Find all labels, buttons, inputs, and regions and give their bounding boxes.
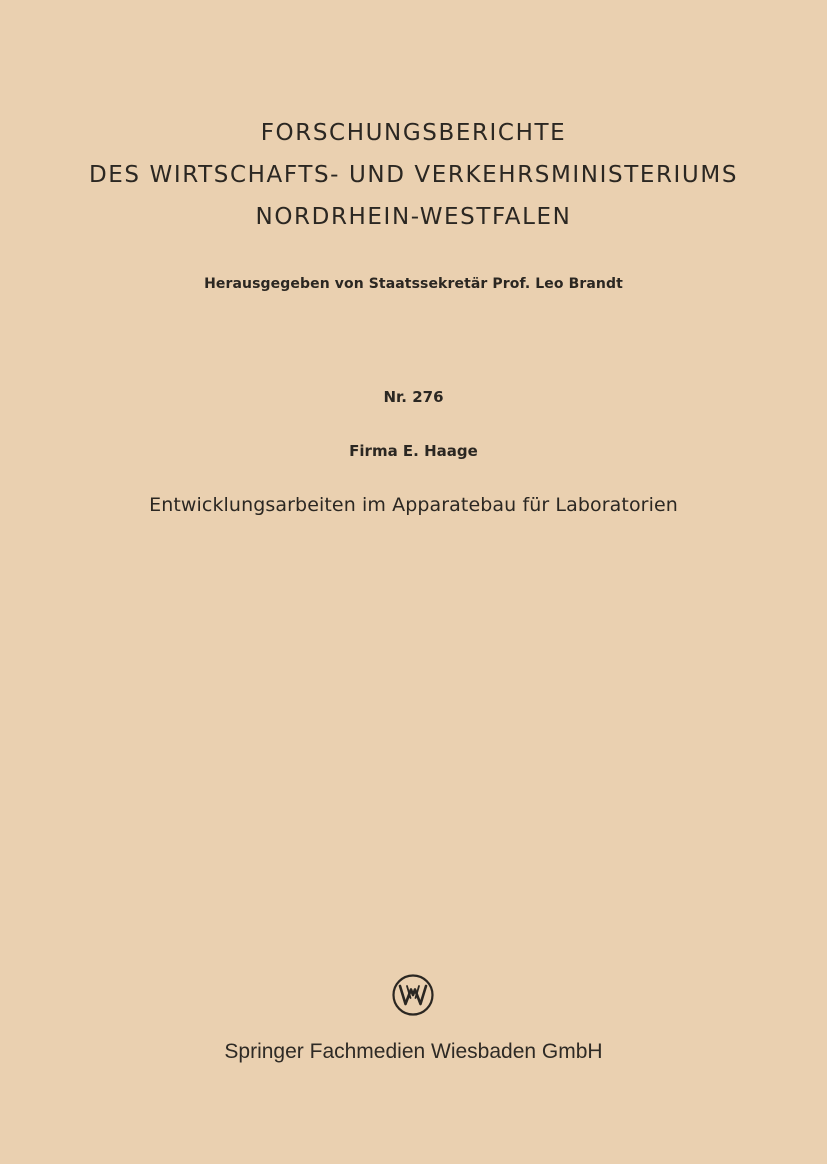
book-title: Entwicklungsarbeiten im Apparatebau für Laboratorien bbox=[149, 494, 678, 516]
series-title-line-2: DES WIRTSCHAFTS- UND VERKEHRSMINISTERIUMS bbox=[88, 162, 739, 188]
series-title bbox=[0, 112, 827, 238]
publisher-name: Springer Fachmedien Wiesbaden GmbH bbox=[224, 1040, 603, 1063]
series-title-line-1: FORSCHUNGSBERICHTE bbox=[260, 120, 567, 146]
report-number: Nr. 276 bbox=[383, 388, 444, 406]
publisher-w-logo-icon bbox=[392, 974, 434, 1016]
editor-line: Herausgegeben von Staatssekretär Prof. Leo Brandt bbox=[204, 276, 623, 292]
author: Firma E. Haage bbox=[349, 442, 478, 460]
series-title-line-3: NORDRHEIN-WESTFALEN bbox=[255, 204, 572, 230]
